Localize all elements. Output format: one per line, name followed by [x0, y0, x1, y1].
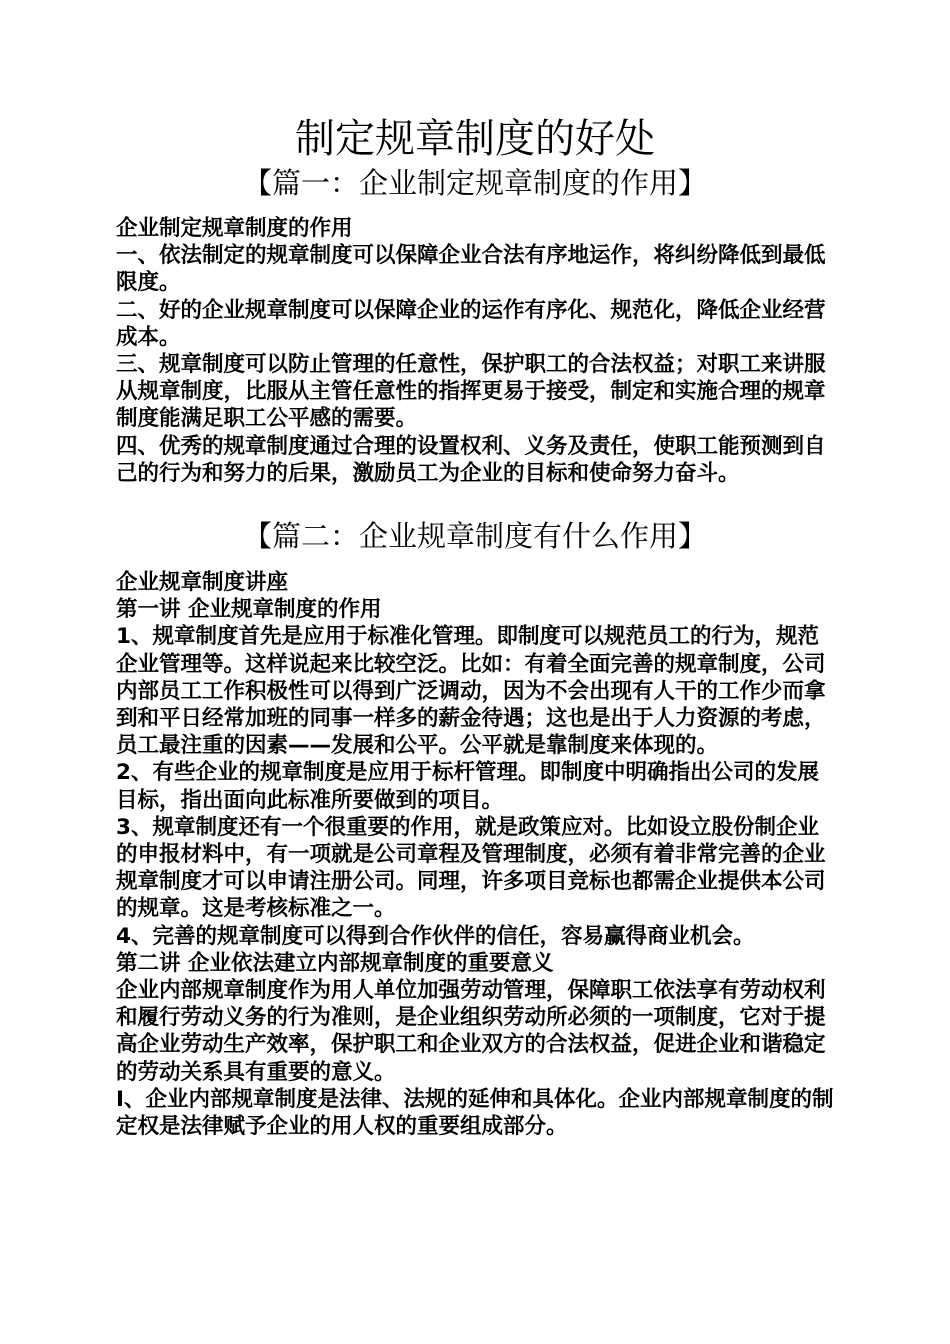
section-2-heading: 【篇二：企业规章制度有什么作用】 — [242, 519, 707, 553]
paragraph: Ⅰ、企业内部规章制度是法律、法规的延伸和具体化。企业内部规章制度的制定权是法律赋予企业的用人权的重要组成部分。 — [116, 1086, 834, 1140]
lecture-title: 企业规章制度讲座 — [116, 570, 289, 595]
paragraph: 3、规章制度还有一个很重要的作用，就是政策应对。比如设立股份制企业的申报材料中，有一项就是公司章程及管理制度，必须有着非常完善的企业规章制度才可以申请注册公司。同理，许多项目竞标也都需企业提供本公司的规章。这是考核标准之一。 — [116, 814, 826, 922]
section-1-title-line: 企业制定规章制度的作用 — [116, 216, 353, 241]
lecture-heading: 第二讲 企业依法建立内部规章制度的重要意义 — [116, 950, 554, 976]
paragraph: 一、依法制定的规章制度可以保障企业合法有序地运作，将纠纷降低到最低限度。 — [116, 243, 826, 296]
paragraph: 4、完善的规章制度可以得到合作伙伴的信任，容易赢得商业机会。 — [116, 923, 755, 949]
section-2-body — [116, 569, 838, 1140]
section-1-heading: 【篇一：企业制定规章制度的作用】 — [242, 166, 707, 200]
paragraph: 四、优秀的规章制度通过合理的设置权利、义务及责任，使职工能预测到自己的行为和努力的后果，激励员工为企业的目标和使命努力奋斗。 — [116, 433, 826, 486]
paragraph: 2、有些企业的规章制度是应用于标杆管理。即制度中明确指出公司的发展目标，指出面向此标准所要做到的项目。 — [116, 760, 819, 813]
lecture-heading: 第一讲 企业规章制度的作用 — [116, 597, 382, 623]
paragraph: 1、规章制度首先是应用于标准化管理。即制度可以规范员工的行为，规范企业管理等。这样说起来比较空泛。比如：有着全面完善的规章制度，公司内部员工工作积极性可以得到广泛调动，因为不会出现有人干的工作少而拿到和平日经常加班的同事一样多的薪金待遇；这也是出于人力资源的考虑，员工最注重的因素——发展和公平。公平就是靠制度来体现的。 — [116, 624, 826, 759]
paragraph: 企业内部规章制度作为用人单位加强劳动管理，保障职工依法享有劳动权利和履行劳动义务的行为准则，是企业组织劳动所必须的一项制度，它对于提 — [116, 978, 826, 1031]
section-1-body — [116, 215, 838, 487]
document-title: 制定规章制度的好处 — [295, 116, 655, 162]
paragraph: 高企业劳动生产效率，保护职工和企业双方的合法权益，促进企业和谐稳定的劳动关系具有重要的意义。 — [116, 1032, 826, 1085]
paragraph: 二、好的企业规章制度可以保障企业的运作有序化、规范化，降低企业经营成本。 — [116, 297, 826, 350]
paragraph: 三、规章制度可以防止管理的任意性，保护职工的合法权益；对职工来讲服从规章制度，比服从主管任意性的指挥更易于接受，制定和实施合理的规章制度能满足职工公平感的需要。 — [116, 352, 826, 432]
